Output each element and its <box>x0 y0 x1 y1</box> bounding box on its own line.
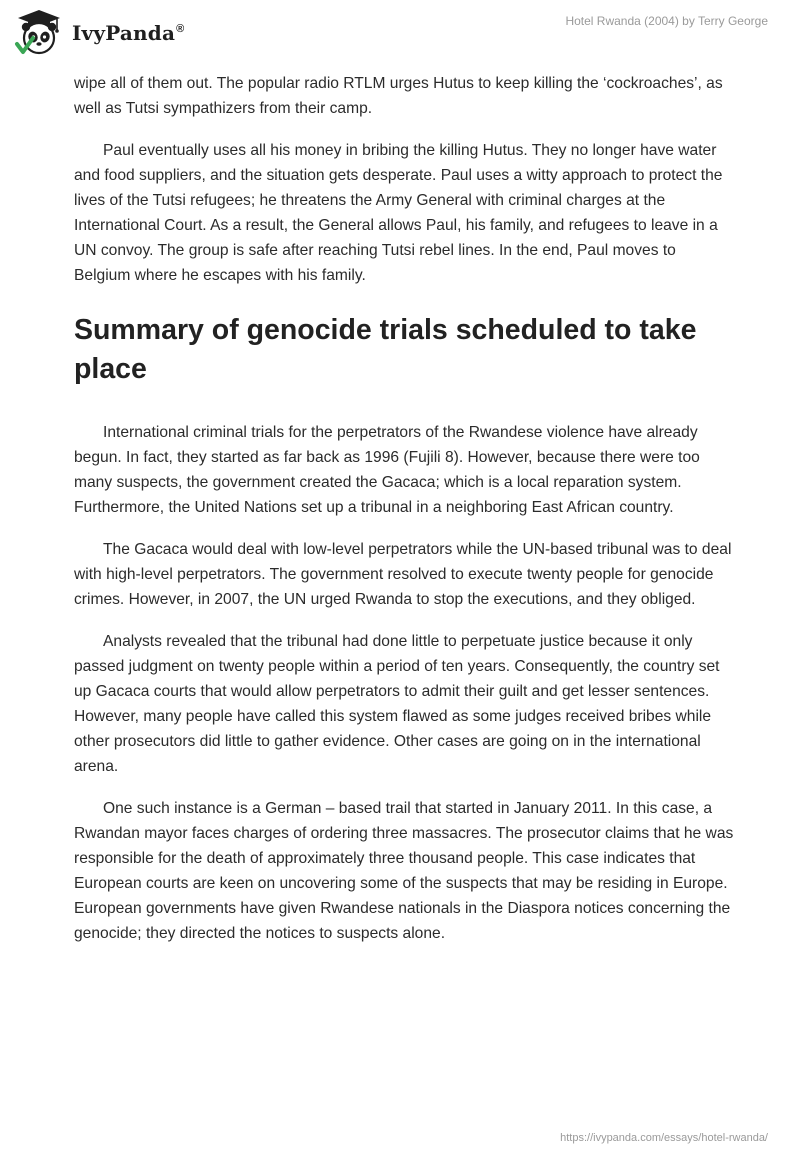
paragraph-continued: wipe all of them out. The popular radio RTLM urges Hutus to keep killing the ‘cockroaches’, as well as Tutsi sympathizers from their camp. <box>74 75 723 117</box>
paragraph-analysts: Analysts revealed that the tribunal had done little to perpetuate justice because it only passed judgment on twenty people within a period of ten years. Consequently, the country set up Gacaca courts that would allow perpetrators to admit their guilt and get lesser sentences. However, many people have called this system flawed as some judges received bribes while other prosecutors did little to gather evidence. Other cases are going on in the international arena. <box>74 633 720 775</box>
source-url[interactable]: https://ivypanda.com/essays/hotel-rwanda/ <box>560 1132 768 1144</box>
panda-graduate-logo-icon <box>14 8 64 56</box>
brand-name: IvyPanda® <box>72 21 185 45</box>
paragraph-trials-begun: International criminal trials for the perpetrators of the Rwandese violence have already begun. In fact, they started as far back as 1996 (Fujili 8). However, because there were too many suspects, the government created the Gacaca; which is a local reparation system. Furthermore, the United Nations set up a tribunal in a neighboring East African country. <box>74 424 700 516</box>
page-header <box>0 0 800 68</box>
section-heading: Summary of genocide trials scheduled to take place <box>74 314 697 385</box>
paragraph-german-trial: One such instance is a German – based trail that started in January 2011. In this case, a Rwandan mayor faces charges of ordering three massacres. The prosecutor claims that he was responsible for the death of approximately three thousand people. This case indicates that European courts are keen on uncovering some of the suspects that may be residing in Europe. European governments have given Rwandese nationals in the Diaspora notices concerning the genocide; they directed the notices to suspects alone. <box>74 800 734 942</box>
ivypanda-logo[interactable] <box>14 8 184 56</box>
essay-content <box>74 71 734 963</box>
paragraph-paul-bribes: Paul eventually uses all his money in bribing the killing Hutus. They no longer have water and food suppliers, and the situation gets desperate. Paul uses a witty approach to protect the lives of the Tutsi refugees; he threatens the Army General with criminal charges at the International Court. As a result, the General allows Paul, his family, and refugees to leave in a UN convoy. The group is safe after reaching Tutsi rebel lines. In the end, Paul moves to Belgium where he escapes with his family. <box>74 142 723 284</box>
registered-mark: ® <box>176 23 185 36</box>
paragraph-gacaca-tribunal: The Gacaca would deal with low-level perpetrators while the UN-based tribunal was to deal with high-level perpetrators. The government resolved to execute twenty people for genocide crimes. However, in 2007, the UN urged Rwanda to stop the executions, and they obliged. <box>74 541 732 608</box>
document-title: Hotel Rwanda (2004) by Terry George <box>565 14 768 28</box>
